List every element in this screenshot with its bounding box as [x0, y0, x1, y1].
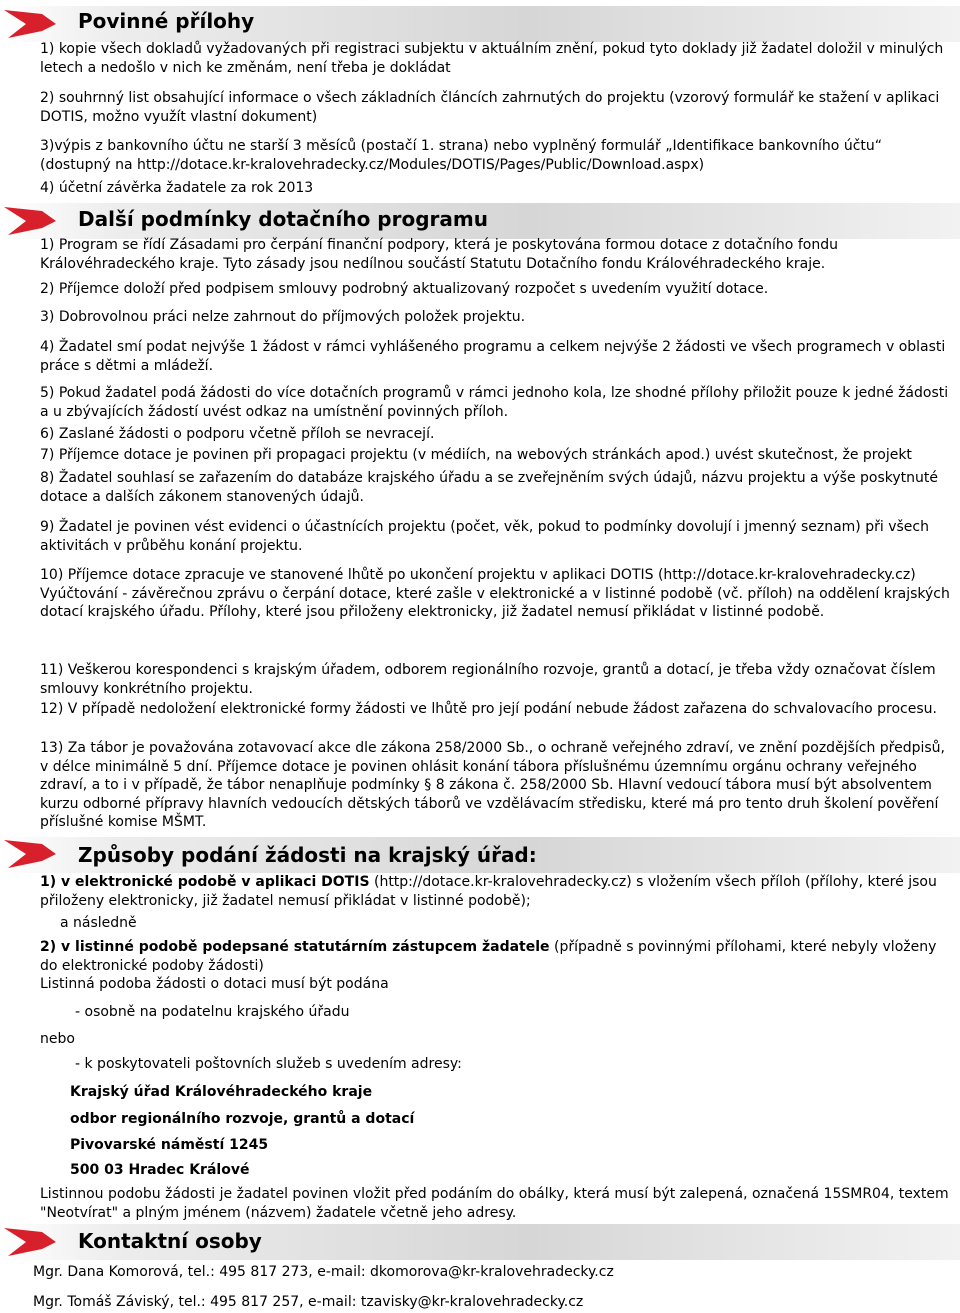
envelope-instructions: Listinnou podobu žádosti je žadatel povinen vložit před podáním do obálky, která musí být zalepená, označená 15SMR04, textem "Neotvírat" a plným jménem (názvem) žadatele včetně jeho adresy. — [40, 1186, 949, 1221]
condition-item: 11) Veškerou korespondenci s krajským úřadem, odborem regionálního rozvoje, grantů a dotací, je třeba vždy označovat číslem smlouvy konkrétního projektu. — [40, 662, 936, 697]
condition-item: 9) Žadatel je povinen vést evidenci o účastnících projektu (počet, věk, pokud to podmínky dovolují i jmenný seznam) při všech aktivitách v průběhu konání projektu. — [40, 519, 929, 554]
contact-person: Mgr. Dana Komorová, tel.: 495 817 273, e-mail: dkomorova@kr-kralovehradecky.cz — [33, 1264, 614, 1280]
paper-intro: Listinná podoba žádosti o dotaci musí být podána — [40, 976, 389, 992]
way-in-person: - osobně na podatelnu krajského úřadu — [75, 1004, 350, 1020]
condition-item: 3) Dobrovolnou práci nelze zahrnout do příjmových položek projektu. — [40, 309, 526, 325]
address-line: odbor regionálního rozvoje, grantů a dotací — [70, 1111, 415, 1127]
condition-item: 13) Za tábor je považována zotavovací akce dle zákona 258/2000 Sb., o ochraně veřejného zdraví, ve znění pozdějších předpisů, v délce minimálně 5 dní. Příjemce dotace je povinen ohlásit konání tábora příslušnému územnímu orgánu ochrany veřejného zdraví, a to i v případě, že tábor nenaplňuje podmínky § 8 zákona č. 258/2000 Sb. Hlavní vedoucí tábora musí být absolventem kurzu odborné přípravy hlavních vedoucích dětských táborů ve vzdělávacím středisku, které má pro tento druh školení pověření příslušné komise MŠMT. — [40, 740, 946, 830]
condition-item: 10) Příjemce dotace zpracuje ve stanovené lhůtě po ukončení projektu v aplikaci DOTIS (http://dotace.kr-kralovehradecky.cz) Vyúčtování - závěrečnou zprávu o čerpání dotace, které zašle v elektronické a v listinné podobě (vč. příloh) na oddělení krajských dotací krajského úřadu. Přílohy, které jsou přiloženy elektronicky, již žadatel nemusí přikládat v listinné podobě. — [40, 567, 950, 620]
arrow-icon — [2, 4, 58, 40]
section-title: Povinné přílohy — [78, 9, 255, 33]
arrow-icon — [2, 1222, 58, 1258]
address-line: 500 03 Hradec Králové — [70, 1162, 250, 1178]
condition-item: 8) Žadatel souhlasí se zařazením do databáze krajského úřadu a se zveřejněním svých údajů, názvu projektu a výše poskytnuté dotace a dalších zákonem stanovených údajů. — [40, 470, 938, 505]
way-post: - k poskytovateli poštovních služeb s uvedením adresy: — [75, 1056, 462, 1072]
condition-item: 6) Zaslané žádosti o podporu včetně příloh se nevracejí. — [40, 426, 435, 442]
attachment-item: 1) kopie všech dokladů vyžadovaných při registraci subjektu v aktuálním znění, pokud tyto doklady již žadatel doložil v minulých letech a nedošlo v nich ke změnám, není třeba je dokládat — [40, 41, 944, 76]
arrow-icon — [2, 201, 58, 237]
attachment-item: 2) souhrnný list obsahující informace o všech základních článcích zahrnutých do projektu (vzorový formulář ke stažení v aplikaci DOTIS, možno využít vlastní dokument) — [40, 90, 940, 125]
submission-option-electronic: 1) v elektronické podobě v aplikaci DOTIS (http://dotace.kr-kralovehradecky.cz) s vložením všech příloh (přílohy, které jsou přiloženy elektronicky, již žadatel nemusí přikládat v listinné podobě); — [40, 874, 937, 909]
condition-item: 7) Příjemce dotace je povinen při propagaci projektu (v médiích, na webových stránkách apod.) uvést skutečnost, že projekt — [40, 447, 912, 463]
section-title: Další podmínky dotačního programu — [78, 207, 488, 231]
condition-item: 12) V případě nedoložení elektronické formy žádosti ve lhůtě pro její podání nebude žádost zařazena do schvalovacího procesu. — [40, 701, 937, 717]
address-line: Krajský úřad Královéhradeckého kraje — [70, 1084, 373, 1100]
condition-item: 2) Příjemce doloží před podpisem smlouvy podrobný aktualizovaný rozpočet s uvedením využití dotace. — [40, 281, 769, 297]
condition-item: 1) Program se řídí Zásadami pro čerpání finanční podpory, která je poskytována formou dotace z dotačního fondu Královéhradeckého kraje. Tyto zásady jsou nedílnou součástí Statutu Dotačního fondu Královéhradeckého kraje. — [40, 237, 838, 272]
and-then-text: a následně — [60, 915, 137, 931]
arrow-icon — [2, 834, 58, 870]
or-text: nebo — [40, 1031, 75, 1047]
submission-option-paper: 2) v listinné podobě podepsané statutárním zástupcem žadatele (případně s povinnými přílohami, které nebyly vloženy do elektronické podoby žádosti) — [40, 939, 937, 972]
attachment-item: 4) účetní závěrka žadatele za rok 2013 — [40, 180, 314, 196]
contact-person: Mgr. Tomáš Záviský, tel.: 495 817 257, e-mail: tzavisky@kr-kralovehradecky.cz — [33, 1294, 584, 1310]
section-title: Způsoby podání žádosti na krajský úřad: — [78, 843, 537, 867]
condition-item: 5) Pokud žadatel podá žádosti do více dotačních programů v rámci jednoho kola, lze shodné přílohy přiložit pouze k jedné žádosti a u zbývajících žádostí uvést odkaz na umístnění povinných příloh. — [40, 385, 949, 420]
condition-item: 4) Žadatel smí podat nejvýše 1 žádost v rámci vyhlášeného programu a celkem nejvýše 2 žádosti ve všech programech v oblasti práce s dětmi a mládeží. — [40, 339, 946, 374]
attachment-item: 3)výpis z bankovního účtu ne starší 3 měsíců (postačí 1. strana) nebo vyplněný formulář „Identifikace bankovního účtu“ (dostupný na http://dotace.kr-kralovehradecky.cz/Modules/DOTIS/Pages/Public/Download.aspx) — [40, 138, 883, 173]
section-title: Kontaktní osoby — [78, 1229, 262, 1253]
address-line: Pivovarské náměstí 1245 — [70, 1137, 269, 1153]
